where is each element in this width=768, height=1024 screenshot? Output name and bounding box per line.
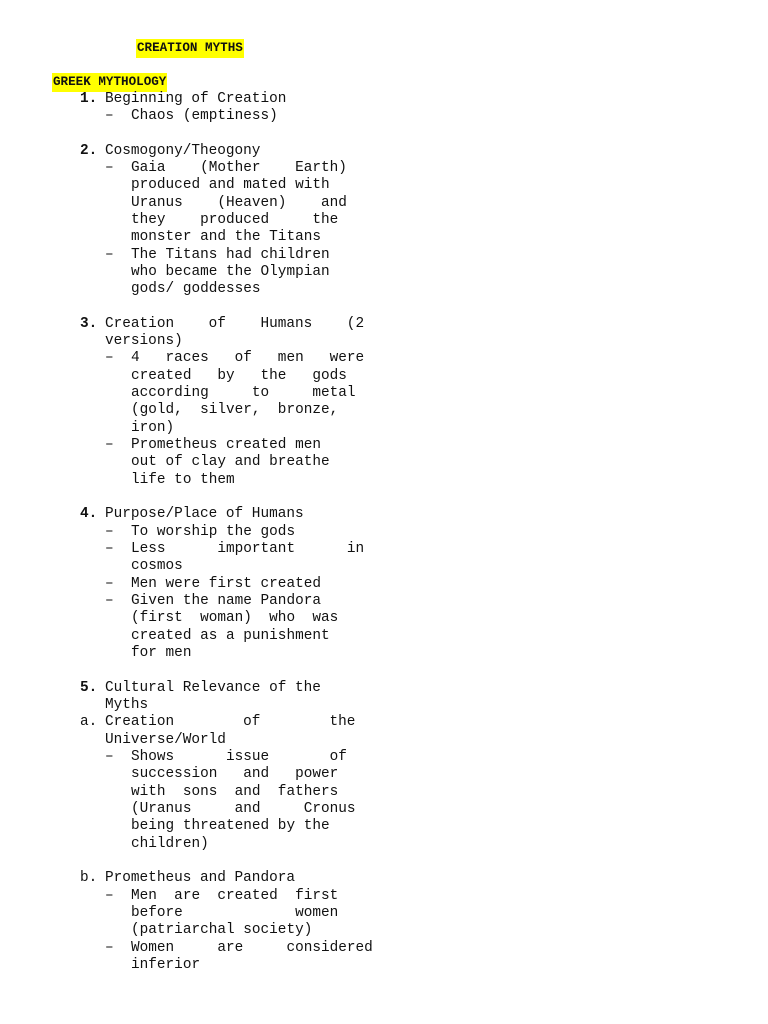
s1-heading: Beginning of Creation	[105, 91, 287, 107]
s3-b1-line: created by the gods	[131, 368, 347, 384]
s4-b4-line: created as a punishment	[131, 628, 330, 644]
s4-b2-line: Less important in	[131, 541, 365, 557]
s5a-b1-line: (Uranus and Cronus	[131, 801, 356, 817]
bullet-dash: –	[105, 108, 114, 124]
s5b-b2-line: inferior	[131, 957, 201, 973]
bullet-dash: –	[105, 437, 114, 453]
s2-b1-line: produced and mated with	[131, 177, 330, 193]
s4-number: 4.	[80, 506, 98, 522]
s4-b2-line: cosmos	[131, 558, 183, 574]
s4-heading: Purpose/Place of Humans	[105, 506, 304, 522]
s5b-label: b.	[80, 870, 98, 886]
s3-b1-line: (gold, silver, bronze,	[131, 402, 339, 418]
s2-heading: Cosmogony/Theogony	[105, 143, 261, 159]
s3-heading: Creation of Humans (2	[105, 316, 365, 332]
s4-b3: Men were first created	[131, 576, 321, 592]
s3-b1-line: 4 races of men were	[131, 350, 365, 366]
s5b-b1-line: Men are created first	[131, 888, 339, 904]
s2-b1-line: Gaia (Mother Earth)	[131, 160, 347, 176]
s4-b4-line: (first woman) who was	[131, 610, 339, 626]
bullet-dash: –	[105, 749, 114, 765]
s2-b2-line: who became the Olympian	[131, 264, 330, 280]
s5a-b1-line: succession and power	[131, 766, 339, 782]
s3-b1-line: according to metal	[131, 385, 356, 401]
s5-heading: Cultural Relevance of the	[105, 680, 321, 696]
bullet-dash: –	[105, 888, 114, 904]
bullet-dash: –	[105, 524, 114, 540]
s5b-heading: Prometheus and Pandora	[105, 870, 295, 886]
bullet-dash: –	[105, 940, 114, 956]
s4-b4-line: Given the name Pandora	[131, 593, 321, 609]
s5-heading: Myths	[105, 697, 149, 713]
greek-heading: GREEK MYTHOLOGY	[52, 73, 167, 92]
s5-number: 5.	[80, 680, 98, 696]
s2-b1-line: they produced the	[131, 212, 339, 228]
bullet-dash: –	[105, 350, 114, 366]
s3-b2-line: life to them	[131, 472, 235, 488]
bullet-dash: –	[105, 160, 114, 176]
s5b-b1-line: before women	[131, 905, 339, 921]
s5a-label: a.	[80, 714, 98, 730]
s5a-b1-line: Shows issue of	[131, 749, 347, 765]
s5a-b1-line: children)	[131, 836, 209, 852]
s5a-b1-line: being threatened by the	[131, 818, 330, 834]
s3-heading: versions)	[105, 333, 183, 349]
document-title: CREATION MYTHS	[136, 39, 244, 58]
s5a-heading: Universe/World	[105, 732, 226, 748]
s5a-b1-line: with sons and fathers	[131, 784, 339, 800]
s3-b1-line: iron)	[131, 420, 175, 436]
s2-number: 2.	[80, 143, 98, 159]
bullet-dash: –	[105, 593, 114, 609]
s1-number: 1.	[80, 91, 98, 107]
s3-number: 3.	[80, 316, 98, 332]
s2-b1-line: monster and the Titans	[131, 229, 321, 245]
bullet-dash: –	[105, 247, 114, 263]
s4-b1: To worship the gods	[131, 524, 296, 540]
s3-b2-line: Prometheus created men	[131, 437, 321, 453]
s2-b2-line: gods/ goddesses	[131, 281, 261, 297]
bullet-dash: –	[105, 541, 114, 557]
s5b-b2-line: Women are considered	[131, 940, 373, 956]
s2-b1-line: Uranus (Heaven) and	[131, 195, 347, 211]
s1-bullet1: Chaos (emptiness)	[131, 108, 278, 124]
s4-b4-line: for men	[131, 645, 192, 661]
bullet-dash: –	[105, 576, 114, 592]
s2-b2-line: The Titans had children	[131, 247, 330, 263]
s3-b2-line: out of clay and breathe	[131, 454, 330, 470]
s5a-heading: Creation of the	[105, 714, 356, 730]
s5b-b1-line: (patriarchal society)	[131, 922, 313, 938]
